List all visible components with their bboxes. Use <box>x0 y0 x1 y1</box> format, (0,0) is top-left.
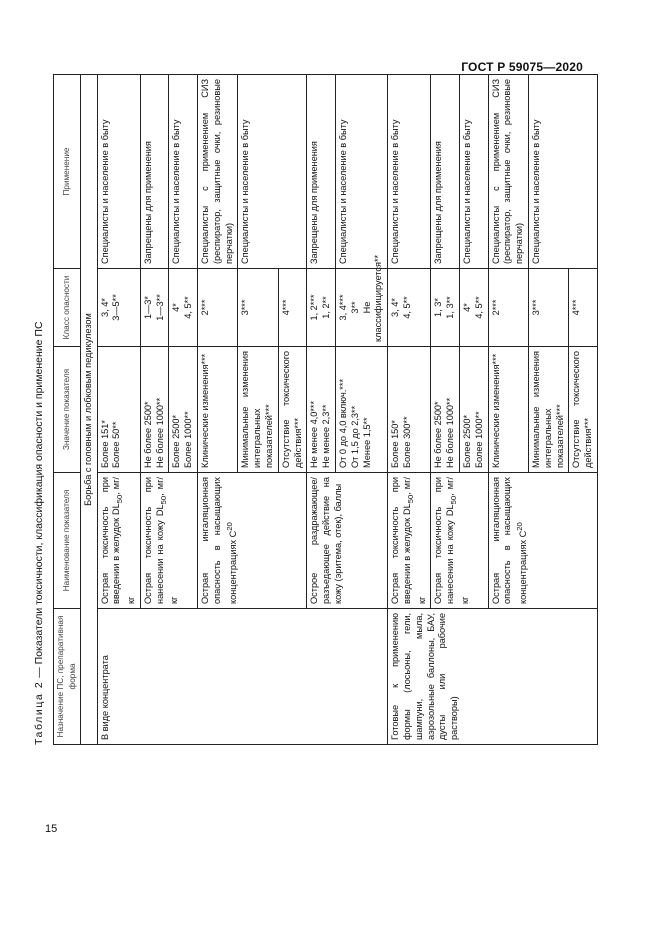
col-header-purpose: Назначение ПС, препаративная форма <box>54 609 81 745</box>
col-header-class: Класс опасности <box>54 269 81 347</box>
cell-value <box>459 347 488 473</box>
value-text: Более 150* Более 300** <box>390 416 412 468</box>
cell-class <box>431 269 460 347</box>
cell-class <box>169 269 198 347</box>
cell-use: Специалисты и население в быту <box>97 75 140 269</box>
cell-value <box>307 347 336 473</box>
cell-indicator: Острая токсичность при нанесении на кожу $DL_{50}$, мг/кг <box>140 473 197 609</box>
cell-class <box>307 269 336 347</box>
class-text: 3, 4*** 3** Не классифицируется** <box>337 254 384 342</box>
rotated-table-area <box>29 65 619 745</box>
cell-form: В виде концентрата <box>97 609 388 745</box>
toxicity-table <box>53 74 598 745</box>
cell-class: 4*** <box>569 269 598 347</box>
value-text: Более 2500* Более 1000** <box>461 411 484 468</box>
cell-value <box>140 347 169 473</box>
value-text: Более 2500* Более 1000** <box>171 411 194 468</box>
cell-class <box>97 269 140 347</box>
cell-value <box>97 347 140 473</box>
cell-class <box>459 269 488 347</box>
class-text: 3, 4* 3—5** <box>99 294 122 321</box>
cell-value: Минимальные изменения интегральных показателей*** <box>238 347 278 473</box>
caption-text: — Показатели токсичности, классификация опасности и применение ПС <box>33 321 45 678</box>
cell-use: Специалисты и население в быту <box>238 75 307 269</box>
class-text: 1, 2*** 1, 2** <box>309 294 332 321</box>
col-header-use: Применение <box>54 75 81 269</box>
section-title: Борьба с головным и лобковым педикулезом <box>80 75 97 745</box>
col-header-value: Значение показателя <box>54 347 81 473</box>
header-row <box>54 75 81 745</box>
cell-use: Запрещены для применения <box>307 75 336 269</box>
cell-use: Специалисты с применением СИЗ (респиратор, защитные очки, резиновые перчатки) <box>488 75 528 269</box>
cell-use: Запрещены для применения <box>431 75 460 269</box>
cell-value: Клинические изменения*** <box>198 347 238 473</box>
class-text: 1—3* 1—3** <box>142 294 165 321</box>
section-row <box>80 75 97 745</box>
cell-value: Отсутствие токсического действия*** <box>278 347 307 473</box>
cell-value: Клинические изменения*** <box>488 347 528 473</box>
cell-use: Специалисты и население в быту <box>169 75 198 269</box>
cell-value: Минимальные изменения интегральных показателей*** <box>528 347 568 473</box>
standard-number: ГОСТ Р 59075—2020 <box>461 60 583 74</box>
cell-class <box>335 254 387 347</box>
cell-class: 3*** <box>528 269 568 347</box>
cell-value <box>388 347 431 473</box>
value-text: От 0 до 4,0 включ.*** От 1,5 до 2,3** Менее 1,5** <box>337 378 372 468</box>
cell-indicator: Острая токсичность при введении в желудок $DL_{50}$, мг/кг <box>388 473 431 609</box>
cell-use: Специалисты и население в быту <box>459 75 488 269</box>
table-row <box>388 75 431 745</box>
cell-indicator: Острая ингаляционная опасность в насыщающих концентрациях $С^{20}$ <box>198 473 307 609</box>
table-row <box>97 75 140 745</box>
class-text: 3, 4* 4, 5** <box>390 296 412 319</box>
cell-indicator: Острая токсичность при введении в желудок $DL_{50}$, мг/кг <box>97 473 140 609</box>
cell-use: Специалисты с применением СИЗ (респиратор, защитные очки, резиновые перчатки) <box>198 75 238 269</box>
cell-value: Отсутствие токсического действия*** <box>569 347 598 473</box>
class-text: 1, 3* 1, 3** <box>433 296 456 319</box>
cell-use: Специалисты и население в быту <box>335 75 387 269</box>
cell-indicator: Острая токсичность при нанесении на кожу $DL_{50}$, мг/кг <box>431 473 488 609</box>
cell-form: Готовые к применению формы (лосьоны, гели, шампуни, мыла, аэрозольные баллоны, БАУ, дусты или рабочие растворы) <box>388 609 598 745</box>
value-text: Не более 2500* Не более 1000** <box>433 397 456 468</box>
value-text: Более 151* Более 50** <box>99 420 122 468</box>
cell-class: 4*** <box>278 269 307 347</box>
caption-label: Таблица 2 <box>33 680 45 745</box>
value-text: Не более 2500* Не более 1000** <box>142 397 165 468</box>
cell-class <box>140 269 169 347</box>
cell-use: Специалисты и население в быту <box>388 75 431 269</box>
cell-value <box>169 347 198 473</box>
cell-class: 2*** <box>488 269 528 347</box>
class-text: 4* 4, 5** <box>461 296 484 319</box>
value-text: Не менее 4,0*** Не менее 2,3** <box>309 400 332 468</box>
cell-value <box>335 347 387 473</box>
cell-indicator: Острая ингаляционная опасность в насыщающих концентрациях $С^{20}$ <box>488 473 597 609</box>
page-number: 15 <box>45 823 58 835</box>
cell-value <box>431 347 460 473</box>
cell-class <box>388 269 431 347</box>
cell-class: 3*** <box>238 269 278 347</box>
cell-use: Запрещены для применения <box>140 75 169 269</box>
cell-class: 2*** <box>198 269 238 347</box>
cell-indicator: Острое раздражающее/разъедающее действие на кожу (эритема, отек), баллы <box>307 473 388 609</box>
cell-use: Специалисты и население в быту <box>528 75 597 269</box>
table-caption <box>29 65 49 745</box>
col-header-indicator: Наименование показателя <box>54 473 81 609</box>
class-text: 4* 4, 5** <box>171 296 194 319</box>
